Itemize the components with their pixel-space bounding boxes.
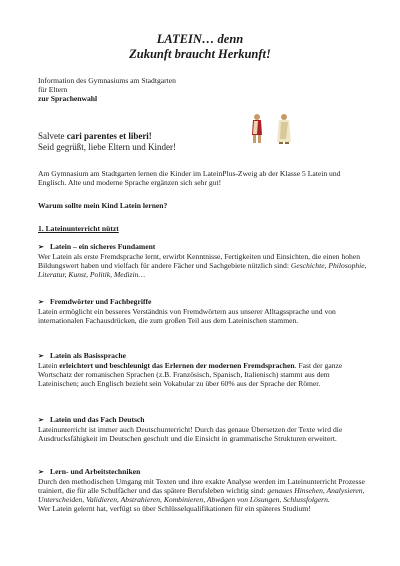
item-heading [38, 242, 368, 252]
item-heading-text: Lern- und Arbeitstechniken [50, 467, 141, 476]
greeting-latin-bold: cari parentes et liberi! [66, 131, 152, 141]
intro-paragraph: Am Gymnasium am Stadtgarten lernen die Kinder im LateinPlus-Zweig ab der Klasse 5 Latein und Englisch. Alte und moderne Sprache ergänzen sich sehr gut! [38, 169, 341, 188]
item-text-bold: erleichtert und beschleunigt das Erlernen der modernen Fremdsprachen [59, 361, 295, 371]
info-line-2: für Eltern [38, 85, 68, 95]
item-fremdwoerter [38, 297, 368, 325]
item-heading [38, 467, 368, 477]
item-text [38, 361, 368, 388]
greeting-latin-plain: Salvete [38, 131, 67, 141]
info-line-3: zur Sprachenwahl [38, 94, 98, 104]
arrow-bullet-icon: ➢ [38, 243, 44, 251]
item-text-main: . Fast der ganze Wortschatz der romanischen Sprachen (z.B. Französisch, Spanisch, Italienisch) stammt aus dem Lateinischen; auch Englisch bezieht sein Vokabular zu über 60% aus der Sprache der Römer. [38, 361, 343, 389]
item-text-italic: genaues Hinsehen, Analysieren, Unterscheiden, Validieren, Abstrahieren, Kombinieren, Abwägen von Lösungen, Schlussfolgern. [38, 486, 365, 505]
item-deutsch [38, 415, 368, 443]
greeting-latin [38, 131, 238, 142]
question-heading: Warum sollte mein Kind Latein lernen? [38, 201, 168, 210]
item-text [38, 477, 368, 504]
item-heading-text: Latein als Basissprache [50, 351, 126, 360]
item-fundament [38, 242, 368, 279]
item-text-main: Durch den methodischen Umgang mit Texten und ihre exakte Analyse werden im Lateinunterricht Prozesse trainiert, die für alle Schulfächer und das spätere Berufsleben wichtig sind: [38, 477, 365, 496]
roman-figure-left [252, 114, 262, 143]
item-basissprache [38, 351, 368, 388]
roman-figures-image [244, 113, 300, 145]
arrow-bullet-icon: ➢ [38, 352, 44, 360]
greeting-german: Seid gegrüßt, liebe Eltern und Kinder! [38, 142, 176, 153]
item-heading-text: Latein und das Fach Deutsch [50, 415, 145, 424]
item-heading [38, 415, 368, 425]
title-line-2: Zukunft braucht Herkunft! [129, 47, 271, 61]
greeting [38, 131, 238, 153]
item-text [38, 252, 368, 279]
arrow-bullet-icon: ➢ [38, 298, 44, 306]
section-1-heading: 1. Lateinunterricht nützt [38, 224, 119, 233]
item-heading [38, 351, 368, 361]
info-block [38, 76, 238, 104]
item-arbeitstechniken [38, 467, 368, 513]
item-text-conclusion: Wer Latein gelernt hat, verfügt so über Schlüsselqualifikationen für ein späteres Studium! [38, 504, 311, 514]
item-heading-text: Fremdwörter und Fachbegriffe [50, 297, 152, 306]
title-line-1: LATEIN… denn [156, 32, 244, 46]
item-text-pre: Latein [38, 361, 60, 371]
item-heading [38, 297, 368, 307]
item-text: Lateinunterricht ist immer auch Deutschunterricht! Durch das genaue Übersetzen der Texte wird die Ausdrucksfähigkeit im Deutschen geschult und die Einsicht in grammatische Strukturen erweitert. [38, 425, 343, 444]
roman-figure-right [277, 114, 291, 144]
item-text-main: Wer Latein als erste Fremdsprache lernt, erwirbt Kenntnisse, Fertigkeiten und Einsichten, die einen hohen Bildungswert haben und vielfach für andere Fächer und Sachgebiete nützlich sind: [38, 252, 361, 271]
item-text-italic: Geschichte, Philosophie, Literatur, Kunst, Politik, Medizin… [38, 261, 367, 280]
item-text: Latein ermöglicht ein besseres Verständnis von Fremdwörtern aus unserer Alltagssprache und von internationalen Fachausdrücken, die zum großen Teil aus dem Lateinischen stammen. [38, 307, 336, 326]
arrow-bullet-icon: ➢ [38, 416, 44, 424]
info-line-1: Information des Gymnasiums am Stadtgarten [38, 76, 176, 85]
arrow-bullet-icon: ➢ [38, 468, 44, 476]
item-heading-text: Latein – ein sicheres Fundament [50, 242, 156, 251]
